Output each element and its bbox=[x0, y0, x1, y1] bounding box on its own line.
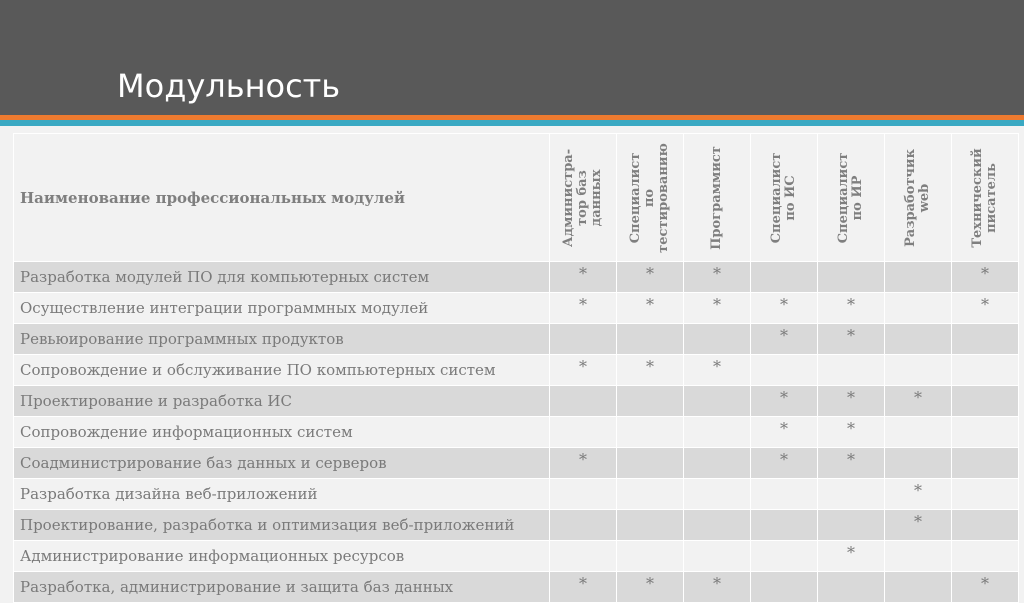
mark-cell bbox=[885, 262, 952, 293]
table-header-row bbox=[14, 134, 1019, 262]
mark-cell: * bbox=[751, 417, 818, 448]
mark-cell bbox=[684, 386, 751, 417]
mark-cell: * bbox=[952, 262, 1019, 293]
mark-cell: * bbox=[550, 262, 617, 293]
module-name: Сопровождение информационных систем bbox=[14, 417, 550, 448]
mark-cell bbox=[885, 324, 952, 355]
mark-cell: * bbox=[885, 479, 952, 510]
mark-cell: * bbox=[550, 355, 617, 386]
table-row bbox=[14, 386, 1019, 417]
module-name: Разработка модулей ПО для компьютерных систем bbox=[14, 262, 550, 293]
mark-cell bbox=[952, 386, 1019, 417]
mark-cell: * bbox=[952, 293, 1019, 324]
mark-cell bbox=[751, 541, 818, 572]
mark-cell bbox=[952, 417, 1019, 448]
mark-cell: * bbox=[550, 572, 617, 603]
mark-cell bbox=[617, 448, 684, 479]
module-name: Сопровождение и обслуживание ПО компьютерных систем bbox=[14, 355, 550, 386]
module-name: Ревьюирование программных продуктов bbox=[14, 324, 550, 355]
mark-cell bbox=[617, 479, 684, 510]
table-row bbox=[14, 541, 1019, 572]
mark-cell bbox=[885, 572, 952, 603]
module-name: Проектирование, разработка и оптимизация веб-приложений bbox=[14, 510, 550, 541]
module-name: Соадминистрирование баз данных и серверов bbox=[14, 448, 550, 479]
role-column-label: Специалист по ИС bbox=[769, 152, 798, 243]
modules-column-header: Наименование профессиональных модулей bbox=[14, 134, 550, 262]
mark-cell: * bbox=[684, 355, 751, 386]
mark-cell bbox=[617, 386, 684, 417]
mark-cell bbox=[952, 510, 1019, 541]
mark-cell bbox=[751, 572, 818, 603]
module-name: Осуществление интеграции программных модулей bbox=[14, 293, 550, 324]
table-row bbox=[14, 262, 1019, 293]
accent-stripe-teal bbox=[0, 120, 1024, 126]
role-column-header bbox=[818, 134, 885, 262]
mark-cell: * bbox=[550, 448, 617, 479]
module-name: Проектирование и разработка ИС bbox=[14, 386, 550, 417]
mark-cell bbox=[550, 386, 617, 417]
table-row bbox=[14, 572, 1019, 603]
mark-cell bbox=[885, 355, 952, 386]
mark-cell bbox=[818, 510, 885, 541]
mark-cell: * bbox=[617, 572, 684, 603]
role-column-label: Администра- тор баз данных bbox=[561, 148, 604, 247]
mark-cell: * bbox=[751, 293, 818, 324]
slide-title: Модульность bbox=[117, 67, 341, 105]
mark-cell bbox=[684, 510, 751, 541]
mark-cell bbox=[684, 448, 751, 479]
mark-cell bbox=[952, 355, 1019, 386]
mark-cell bbox=[885, 448, 952, 479]
mark-cell: * bbox=[617, 262, 684, 293]
mark-cell: * bbox=[818, 324, 885, 355]
mark-cell bbox=[684, 479, 751, 510]
role-column-header bbox=[751, 134, 818, 262]
mark-cell bbox=[684, 417, 751, 448]
role-column-label: Технический писатель bbox=[970, 147, 999, 248]
table-row bbox=[14, 324, 1019, 355]
mark-cell bbox=[550, 417, 617, 448]
mark-cell bbox=[952, 448, 1019, 479]
mark-cell: * bbox=[818, 293, 885, 324]
mark-cell: * bbox=[818, 448, 885, 479]
mark-cell bbox=[617, 417, 684, 448]
role-column-label: Программист bbox=[709, 145, 724, 250]
mark-cell: * bbox=[818, 417, 885, 448]
mark-cell bbox=[885, 541, 952, 572]
mark-cell bbox=[550, 324, 617, 355]
mark-cell: * bbox=[550, 293, 617, 324]
mark-cell bbox=[751, 262, 818, 293]
mark-cell bbox=[885, 293, 952, 324]
mark-cell bbox=[952, 479, 1019, 510]
mark-cell bbox=[818, 572, 885, 603]
modules-table bbox=[13, 133, 1019, 603]
mark-cell: * bbox=[684, 293, 751, 324]
role-column-header bbox=[952, 134, 1019, 262]
mark-cell: * bbox=[684, 262, 751, 293]
title-bar bbox=[0, 0, 1024, 115]
mark-cell: * bbox=[617, 293, 684, 324]
mark-cell bbox=[617, 324, 684, 355]
mark-cell bbox=[550, 541, 617, 572]
mark-cell bbox=[952, 324, 1019, 355]
mark-cell bbox=[617, 510, 684, 541]
table-row bbox=[14, 510, 1019, 541]
mark-cell: * bbox=[818, 386, 885, 417]
mark-cell: * bbox=[751, 324, 818, 355]
mark-cell bbox=[550, 510, 617, 541]
table-row bbox=[14, 293, 1019, 324]
mark-cell bbox=[751, 510, 818, 541]
mark-cell: * bbox=[952, 572, 1019, 603]
mark-cell bbox=[751, 479, 818, 510]
module-name: Администрирование информационных ресурсов bbox=[14, 541, 550, 572]
mark-cell: * bbox=[751, 448, 818, 479]
role-column-label: Специалист по ИР bbox=[836, 152, 865, 243]
mark-cell bbox=[818, 355, 885, 386]
table-body bbox=[14, 262, 1019, 603]
role-column-label: Разработчик web bbox=[903, 148, 932, 247]
role-column-header bbox=[684, 134, 751, 262]
table-row bbox=[14, 479, 1019, 510]
mark-cell bbox=[818, 262, 885, 293]
mark-cell bbox=[617, 541, 684, 572]
mark-cell bbox=[684, 541, 751, 572]
mark-cell: * bbox=[684, 572, 751, 603]
mark-cell: * bbox=[818, 541, 885, 572]
mark-cell: * bbox=[885, 510, 952, 541]
mark-cell: * bbox=[751, 386, 818, 417]
role-column-header bbox=[550, 134, 617, 262]
mark-cell bbox=[885, 417, 952, 448]
mark-cell: * bbox=[617, 355, 684, 386]
role-column-header bbox=[885, 134, 952, 262]
mark-cell bbox=[751, 355, 818, 386]
table-row bbox=[14, 417, 1019, 448]
module-name: Разработка, администрирование и защита баз данных bbox=[14, 572, 550, 603]
module-name: Разработка дизайна веб-приложений bbox=[14, 479, 550, 510]
mark-cell bbox=[550, 479, 617, 510]
mark-cell: * bbox=[885, 386, 952, 417]
role-column-label: Специалист по тестированию bbox=[628, 142, 671, 253]
mark-cell bbox=[818, 479, 885, 510]
mark-cell bbox=[952, 541, 1019, 572]
table-row bbox=[14, 355, 1019, 386]
role-column-header bbox=[617, 134, 684, 262]
mark-cell bbox=[684, 324, 751, 355]
table-row bbox=[14, 448, 1019, 479]
